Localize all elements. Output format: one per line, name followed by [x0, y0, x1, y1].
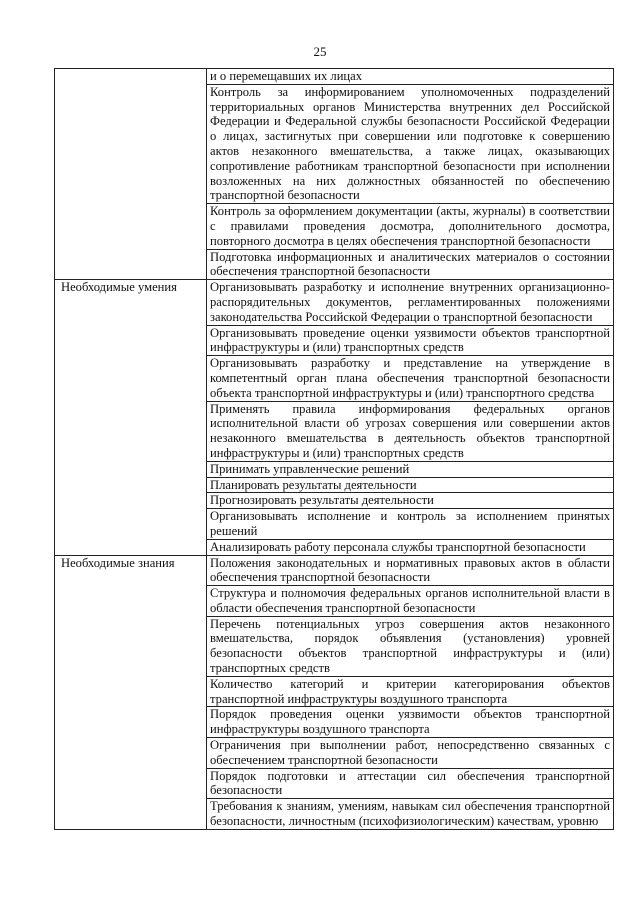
table-row — [55, 280, 614, 325]
table-cell: Принимать управленческие решений — [207, 461, 614, 477]
table-cell: и о перемещавших их лицах — [207, 69, 614, 85]
table-cell: Структура и полномочия федеральных органов исполнительной власти в области обеспечения транспортной безопасности — [207, 586, 614, 617]
table-cell: Планировать результаты деятельности — [207, 477, 614, 493]
table-cell: Применять правила информирования федеральных органов исполнительной власти об угрозах совершения или совершении актов незаконного вмешательства в деятельность объектов транспортной инфраструктуры и (или) транспортных средств — [207, 401, 614, 461]
page-number: 25 — [313, 44, 327, 59]
table-cell: Порядок проведения оценки уязвимости объектов транспортной инфраструктуры воздушного транспорта — [207, 707, 614, 738]
table-cell: Контроль за оформлением документации (акты, журналы) в соответствии с правилами проведения досмотра, дополнительного досмотра, повторного досмотра в целях обеспечения транспортной безопасности — [207, 204, 614, 249]
table-cell: Организовывать исполнение и контроль за исполнением принятых решений — [207, 509, 614, 540]
requirements-table — [54, 68, 614, 830]
table-cell: Требования к знаниям, умениям, навыкам сил обеспечения транспортной безопасности, личностным (психофизиологическим) качествам, уровню — [207, 799, 614, 830]
table-cell: Порядок подготовки и аттестации сил обеспечения транспортной безопасности — [207, 768, 614, 799]
table-cell: Перечень потенциальных угроз совершения актов незаконного вмешательства, порядок объявления (установления) уровней безопасности объектов транспортной инфраструктуры и (или) транспортных средств — [207, 616, 614, 676]
table-cell: Подготовка информационных и аналитических материалов о состоянии обеспечения транспортной безопасности — [207, 249, 614, 280]
table-cell: Прогнозировать результаты деятельности — [207, 493, 614, 509]
table-cell: Организовывать проведение оценки уязвимости объектов транспортной инфраструктуры и (или) транспортных средств — [207, 325, 614, 356]
table-cell: Анализировать работу персонала службы транспортной безопасности — [207, 539, 614, 555]
section-label — [55, 69, 207, 280]
table-row — [55, 69, 614, 85]
table-cell: Контроль за информированием уполномоченных подразделений территориальных органов Министерства внутренних дел Российской Федерации и Федеральной службы безопасности Российской Федерации о лицах, застигнутых при совершении или подготовке к совершению актов незаконного вмешательства, а также лицах, оказывающих сопротивление работникам транспортной безопасности при исполнении возложенных на них должностных обязанностей по обеспечению транспортной безопасности — [207, 84, 614, 203]
table-cell: Организовывать разработку и представление на утверждение в компетентный орган плана обеспечения транспортной безопасности объекта транспортной инфраструктуры и (или) транспортного средства — [207, 356, 614, 401]
section-label: Необходимые знания — [55, 555, 207, 829]
section-label: Необходимые умения — [55, 280, 207, 555]
table-cell: Количество категорий и критерии категорирования объектов транспортной инфраструктуры воздушного транспорта — [207, 676, 614, 707]
table-row — [55, 555, 614, 586]
table-cell: Организовывать разработку и исполнение внутренних организационно-распорядительных документов, регламентированных положениями законодательства Российской Федерации о транспортной безопасности — [207, 280, 614, 325]
table-cell: Ограничения при выполнении работ, непосредственно связанных с обеспечением транспортной безопасности — [207, 738, 614, 769]
table-cell: Положения законодательных и нормативных правовых актов в области обеспечения транспортной безопасности — [207, 555, 614, 586]
